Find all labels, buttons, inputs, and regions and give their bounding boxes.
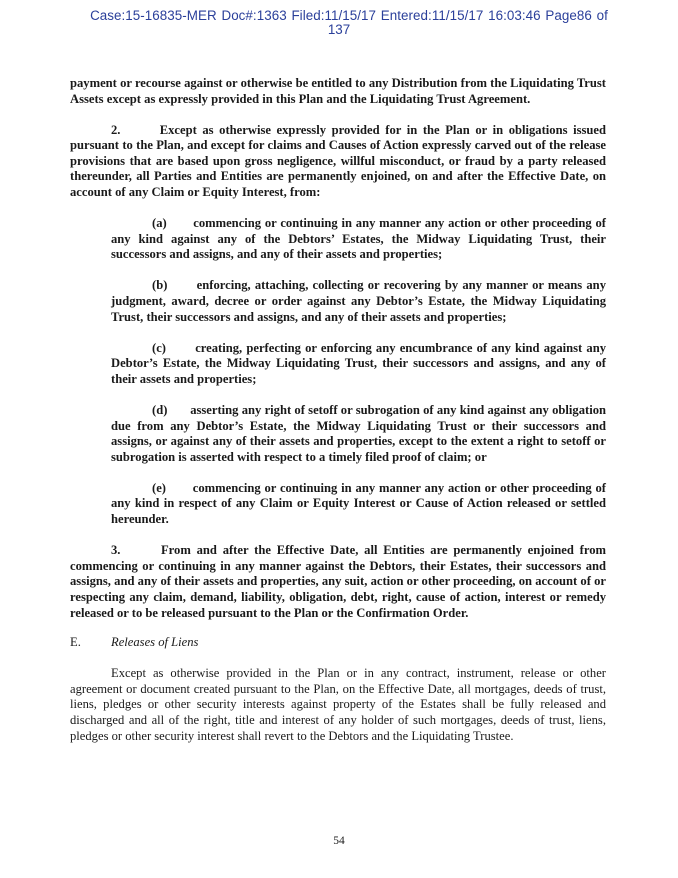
paragraph-3: 3. From and after the Effective Date, all Entities are permanently enjoined from commencing or continuing in any manner against the Debtors, their Estates, their successors and assigns, and any of their assets and properties, any suit, action or other proceeding, on account of or respecting any claim, demand, liability, obligation, debt, right, cause of action, interest or remedy released or to be released pursuant to the Plan or the Confirmation Order. (70, 543, 606, 620)
subparagraph-c: (c) creating, perfecting or enforcing any encumbrance of any kind against any Debtor’s Estate, the Midway Liquidating Trust, their successors and assigns, and any of their assets and properties; (111, 340, 606, 386)
paragraph-continuation: payment or recourse against or otherwise be entitled to any Distribution from the Liquidating Trust Assets except as expressly provided in this Plan and the Liquidating Trust Agreement. (70, 76, 606, 106)
subparagraph-d: (d) asserting any right of setoff or subrogation of any kind against any obligation due from any Debtor’s Estate, the Midway Liquidating Trust or their successors and assigns, or against any of their assets and properties, except to the extent a right to setoff or subrogation is asserted with respect to a timely filed proof of claim; or (111, 403, 606, 464)
document-body (70, 76, 606, 744)
court-filing-header (0, 9, 678, 36)
header-case-line: Case:15-16835-MER Doc#:1363 Filed:11/15/17 Entered:11/15/17 16:03:46 Page86 of (90, 8, 608, 23)
section-e-paragraph: Except as otherwise provided in the Plan or in any contract, instrument, release or other agreement or document created pursuant to the Plan, on the Effective Date, all mortgages, deeds of trust, liens, pledges or other security interests against property of the Estates shall be fully released and discharged and all of the right, title and interest of any holder of such mortgages, deeds of trust, liens, pledges or other security interest shall revert to the Debtors and the Liquidating Trustee. (70, 666, 606, 743)
page-number: 54 (333, 835, 345, 847)
subparagraph-b: (b) enforcing, attaching, collecting or recovering by any manner or means any judgment, award, decree or order against any Debtor’s Estate, the Midway Liquidating Trust, their successors and assigns, and any of their assets and properties; (111, 278, 606, 324)
subparagraph-a: (a) commencing or continuing in any manner any action or other proceeding of any kind against any of the Debtors’ Estates, the Midway Liquidating Trust, their successors and assigns, and any of their assets and properties; (111, 216, 606, 262)
section-e-heading (70, 635, 606, 651)
section-e-title: Releases of Liens (111, 635, 199, 650)
section-e-letter: E. (70, 635, 81, 650)
paragraph-2: 2. Except as otherwise expressly provided for in the Plan or in obligations issued pursuant to the Plan, and except for claims and Causes of Action expressly carved out of the release provisions that are based upon gross negligence, willful misconduct, or fraud by a party released thereunder, all Parties and Entities are permanently enjoined, on and after the Effective Date, on account of any Claim or Equity Interest, from: (70, 122, 606, 200)
header-page-total: 137 (327, 21, 351, 37)
subparagraph-e: (e) commencing or continuing in any manner any action or other proceeding of any kind in respect of any Claim or Equity Interest or Cause of Action released or settled hereunder. (111, 480, 606, 527)
